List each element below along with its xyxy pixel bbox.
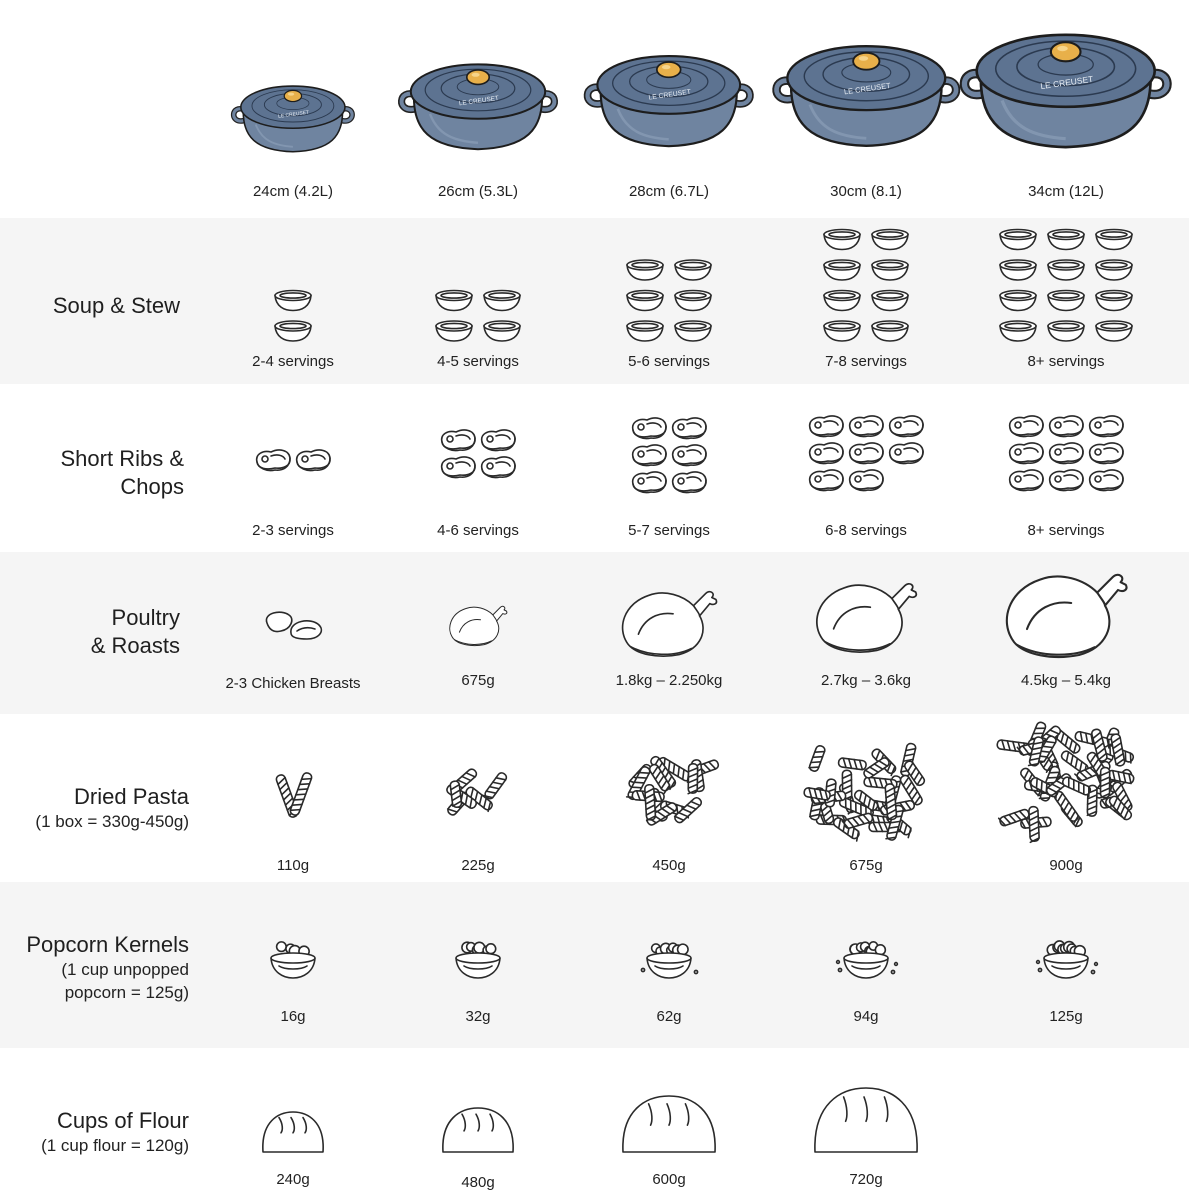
serving-count: 5-7 servings (628, 522, 710, 539)
weight-amount: 4.5kg – 5.4kg (1020, 672, 1112, 689)
bread-loaf-icon (618, 1091, 720, 1157)
soup-bowl-icon (824, 291, 860, 311)
weight-amount: 720g (849, 1171, 883, 1188)
soup-servings-icons (213, 220, 373, 350)
meat-chop-icon (633, 472, 666, 493)
meat-chop-icon (1010, 443, 1043, 464)
meat-chop-icon (257, 450, 290, 471)
soup-bowl-icon (1000, 321, 1036, 341)
meat-servings-icons (981, 395, 1151, 515)
brand-logo: LE CREUSET (843, 80, 891, 97)
meat-chop-icon (1090, 470, 1123, 491)
soup-bowl-icon (675, 291, 711, 311)
meat-chop-icon (810, 443, 843, 464)
soup-servings-icons (398, 220, 558, 350)
soup-bowl-icon (436, 321, 472, 341)
soup-bowl-icon (484, 321, 520, 341)
weight-amount: 240g (276, 1171, 310, 1188)
meat-chop-icon (1090, 443, 1123, 464)
bread-loaf-icon (810, 1083, 922, 1157)
pot-size-label: 30cm (8.1) (830, 183, 902, 200)
soup-bowl-icon (1096, 321, 1132, 341)
soup-servings-icons (986, 220, 1146, 350)
row-title: Soup & Stew (52, 293, 180, 318)
fusilli-pasta-icon (584, 727, 754, 857)
soup-bowl-icon (675, 260, 711, 280)
soup-bowl-icon (1096, 260, 1132, 280)
soup-bowl-icon (1048, 321, 1084, 341)
weight-amount: 110g (276, 857, 310, 874)
soup-bowl-icon (627, 260, 663, 280)
meat-chop-icon (1050, 416, 1083, 437)
weight-amount: 600g (652, 1171, 686, 1188)
row-title-line2: Chops (120, 474, 184, 500)
meat-chop-icon (673, 418, 706, 439)
meat-chop-icon (442, 430, 475, 451)
soup-bowl-icon (872, 321, 908, 341)
bread-loaf-icon (438, 1103, 518, 1157)
dutch-oven-icon (583, 40, 755, 161)
popcorn-bowl-icon (826, 930, 906, 990)
row-label-soup-stew (53, 293, 180, 319)
row-title: Popcorn Kernels (26, 932, 189, 957)
dutch-oven-icon (397, 49, 559, 163)
soup-bowl-icon (1096, 291, 1132, 311)
weight-amount: 125g (1049, 1008, 1083, 1025)
soup-bowl-icon (1048, 230, 1084, 250)
dutch-oven-icon (229, 73, 357, 164)
fusilli-piece (289, 772, 313, 816)
pot-size-label: 24cm (4.2L) (252, 183, 334, 200)
meat-chop-icon (1050, 443, 1083, 464)
fusilli-pasta-icon (208, 731, 378, 861)
meat-chop-icon (850, 443, 883, 464)
fusilli-pasta-icon (393, 728, 563, 858)
serving-count: 2-4 servings (252, 353, 334, 370)
serving-count: 4-6 servings (437, 522, 519, 539)
soup-bowl-icon (1000, 291, 1036, 311)
row-note-line2: popcorn = 125g) (64, 982, 189, 1002)
meat-chop-icon (890, 443, 923, 464)
meat-chop-icon (673, 472, 706, 493)
meat-servings-icons (781, 395, 951, 515)
meat-chop-icon (482, 457, 515, 478)
meat-chop-icon (633, 418, 666, 439)
weight-amount: 450g (652, 857, 686, 874)
dutch-oven-icon (772, 29, 961, 161)
row-label-poultry (91, 605, 180, 660)
soup-servings-icons (786, 220, 946, 350)
weight-amount: 225g (461, 857, 495, 874)
weight-amount: 675g (461, 672, 495, 689)
soup-bowl-icon (436, 291, 472, 311)
soup-bowl-icon (1048, 260, 1084, 280)
soup-bowl-icon (275, 291, 311, 311)
fusilli-piece (885, 784, 897, 820)
roast-chicken-icon (996, 561, 1136, 671)
fusilli-piece (838, 758, 866, 770)
meat-chop-icon (850, 416, 883, 437)
weight-amount: 94g (853, 1008, 879, 1025)
soup-bowl-icon (872, 230, 908, 250)
weight-amount: 1.8kg – 2.250kg (615, 672, 723, 689)
brand-logo: LE CREUSET (1040, 73, 1095, 92)
fusilli-piece (808, 745, 825, 773)
fusilli-pasta-icon (981, 715, 1151, 845)
soup-bowl-icon (275, 321, 311, 341)
weight-amount: 480g (461, 1174, 495, 1191)
brand-logo: LE CREUSET (278, 110, 310, 120)
serving-count: 8+ servings (1027, 353, 1105, 370)
weight-amount: 900g (1049, 857, 1083, 874)
soup-bowl-icon (1000, 230, 1036, 250)
bread-loaf-icon (258, 1107, 328, 1157)
fusilli-pasta-icon (781, 729, 951, 859)
meat-chop-icon (297, 450, 330, 471)
row-label-flour (41, 1108, 189, 1157)
weight-amount: 2-3 Chicken Breasts (225, 675, 361, 692)
row-title-line1: Short Ribs & (60, 446, 184, 471)
popcorn-bowl-icon (253, 930, 333, 990)
roast-chicken-icon (796, 563, 936, 673)
soup-bowl-icon (675, 321, 711, 341)
row-note: (1 cup flour = 120g) (41, 1136, 189, 1156)
meat-chop-icon (1010, 470, 1043, 491)
popcorn-bowl-icon (629, 930, 709, 990)
fusilli-piece (1029, 806, 1040, 842)
soup-bowl-icon (627, 291, 663, 311)
weight-amount: 675g (849, 857, 883, 874)
fusilli-piece (483, 771, 508, 801)
row-title: Cups of Flour (56, 1108, 189, 1133)
fusilli-piece (645, 785, 656, 821)
weight-amount: 32g (465, 1008, 491, 1025)
meat-chop-icon (1090, 416, 1123, 437)
serving-count: 7-8 servings (825, 353, 907, 370)
row-label-dried-pasta (35, 784, 189, 833)
fusilli-piece (1111, 734, 1126, 767)
meat-chop-icon (1050, 470, 1083, 491)
row-note-line1: (1 cup unpopped (61, 960, 189, 980)
popcorn-bowl-icon (1026, 930, 1106, 990)
row-title-line1: Poultry (111, 605, 180, 630)
dutch-oven-icon (960, 16, 1171, 164)
meat-servings-icons (584, 395, 754, 515)
meat-chop-icon (810, 416, 843, 437)
serving-count: 5-6 servings (628, 353, 710, 370)
soup-bowl-icon (1096, 230, 1132, 250)
meat-chop-icon (442, 457, 475, 478)
meat-chop-icon (890, 416, 923, 437)
roast-chicken-icon (599, 569, 739, 679)
soup-bowl-icon (824, 321, 860, 341)
row-note: (1 box = 330g-450g) (35, 812, 189, 832)
serving-count: 4-5 servings (437, 353, 519, 370)
brand-logo: LE CREUSET (458, 94, 500, 108)
serving-count: 8+ servings (1027, 522, 1105, 539)
soup-bowl-icon (872, 291, 908, 311)
soup-bowl-icon (1000, 260, 1036, 280)
row-label-popcorn (26, 932, 189, 1003)
row-title-line2: & Roasts (90, 633, 180, 659)
brand-logo: LE CREUSET (648, 88, 692, 102)
soup-bowl-icon (824, 260, 860, 280)
meat-servings-icons (393, 395, 563, 515)
soup-bowl-icon (872, 260, 908, 280)
meat-servings-icons (208, 395, 378, 515)
soup-bowl-icon (627, 321, 663, 341)
meat-chop-icon (482, 430, 515, 451)
fusilli-piece (688, 764, 698, 794)
soup-bowl-icon (824, 230, 860, 250)
pot-size-label: 28cm (6.7L) (628, 183, 710, 200)
row-title: Dried Pasta (74, 784, 189, 809)
soup-servings-icons (589, 220, 749, 350)
popcorn-bowl-icon (438, 930, 518, 990)
fusilli-piece (1100, 768, 1109, 798)
serving-count: 2-3 servings (252, 522, 334, 539)
weight-amount: 62g (656, 1008, 682, 1025)
soup-bowl-icon (1048, 291, 1084, 311)
roast-chicken-icon (408, 571, 548, 681)
soup-bowl-icon (484, 291, 520, 311)
row-label-short-ribs (61, 446, 185, 501)
pot-size-label: 26cm (5.3L) (437, 183, 519, 200)
meat-chop-icon (1010, 416, 1043, 437)
weight-amount: 2.7kg – 3.6kg (820, 672, 912, 689)
meat-chop-icon (850, 470, 883, 491)
weight-amount: 16g (280, 1008, 306, 1025)
serving-count: 6-8 servings (825, 522, 907, 539)
meat-chop-icon (633, 445, 666, 466)
pot-size-label: 34cm (12L) (1028, 183, 1104, 200)
meat-chop-icon (673, 445, 706, 466)
chicken-breast-icon (248, 602, 338, 652)
meat-chop-icon (810, 470, 843, 491)
